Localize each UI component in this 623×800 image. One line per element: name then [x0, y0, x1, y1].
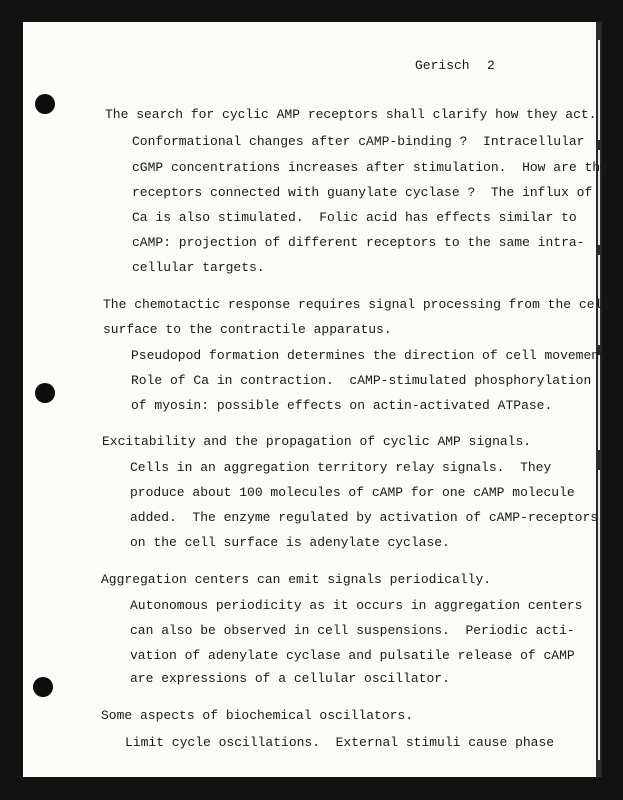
header-author: Gerisch [415, 58, 470, 73]
paragraph-line: cellular targets. [132, 260, 265, 275]
paragraph-line: produce about 100 molecules of cAMP for one cAMP molecule [130, 485, 575, 500]
punch-hole [35, 94, 55, 114]
paragraph-line: cGMP concentrations increases after stimulation. How are the [132, 160, 608, 175]
edge-highlight [598, 355, 600, 450]
header-page-number: 2 [487, 58, 495, 73]
paragraph-line: Role of Ca in contraction. cAMP-stimulated phosphorylation [131, 373, 592, 388]
paragraph-line: of myosin: possible effects on actin-activated ATPase. [131, 398, 553, 413]
edge-highlight [598, 470, 600, 760]
paragraph-line: Ca is also stimulated. Folic acid has effects similar to [132, 210, 577, 225]
paragraph-line: Autonomous periodicity as it occurs in aggregation centers [130, 598, 583, 613]
section-heading: Aggregation centers can emit signals periodically. [101, 572, 492, 587]
section-heading: The chemotactic response requires signal processing from the cell [103, 297, 611, 312]
paragraph-line: Limit cycle oscillations. External stimuli cause phase [125, 735, 555, 750]
paragraph-line: are expressions of a cellular oscillator. [130, 671, 450, 686]
paragraph-line: Pseudopod formation determines the direction of cell movement. [131, 348, 615, 363]
paragraph-line: vation of adenylate cyclase and pulsatile release of cAMP [130, 648, 575, 663]
paragraph-line: receptors connected with guanylate cyclase ? The influx of [132, 185, 593, 200]
punch-hole [33, 677, 53, 697]
paragraph-line: on the cell surface is adenylate cyclase. [130, 535, 450, 550]
punch-hole [35, 383, 55, 403]
paragraph-line: Cells in an aggregation territory relay signals. They [130, 460, 552, 475]
section-heading-continued: surface to the contractile apparatus. [103, 322, 392, 337]
paragraph-line: added. The enzyme regulated by activation of cAMP-receptors [130, 510, 599, 525]
section-heading: The search for cyclic AMP receptors shall clarify how they act. [105, 107, 597, 122]
edge-highlight [598, 40, 600, 140]
section-heading: Excitability and the propagation of cyclic AMP signals. [102, 434, 532, 449]
paragraph-line: cAMP: projection of different receptors to the same intra- [132, 235, 585, 250]
section-heading: Some aspects of biochemical oscillators. [101, 708, 414, 723]
paragraph-line: Conformational changes after cAMP-binding ? Intracellular [132, 134, 585, 149]
paragraph-line: can also be observed in cell suspensions. Periodic acti- [130, 623, 575, 638]
